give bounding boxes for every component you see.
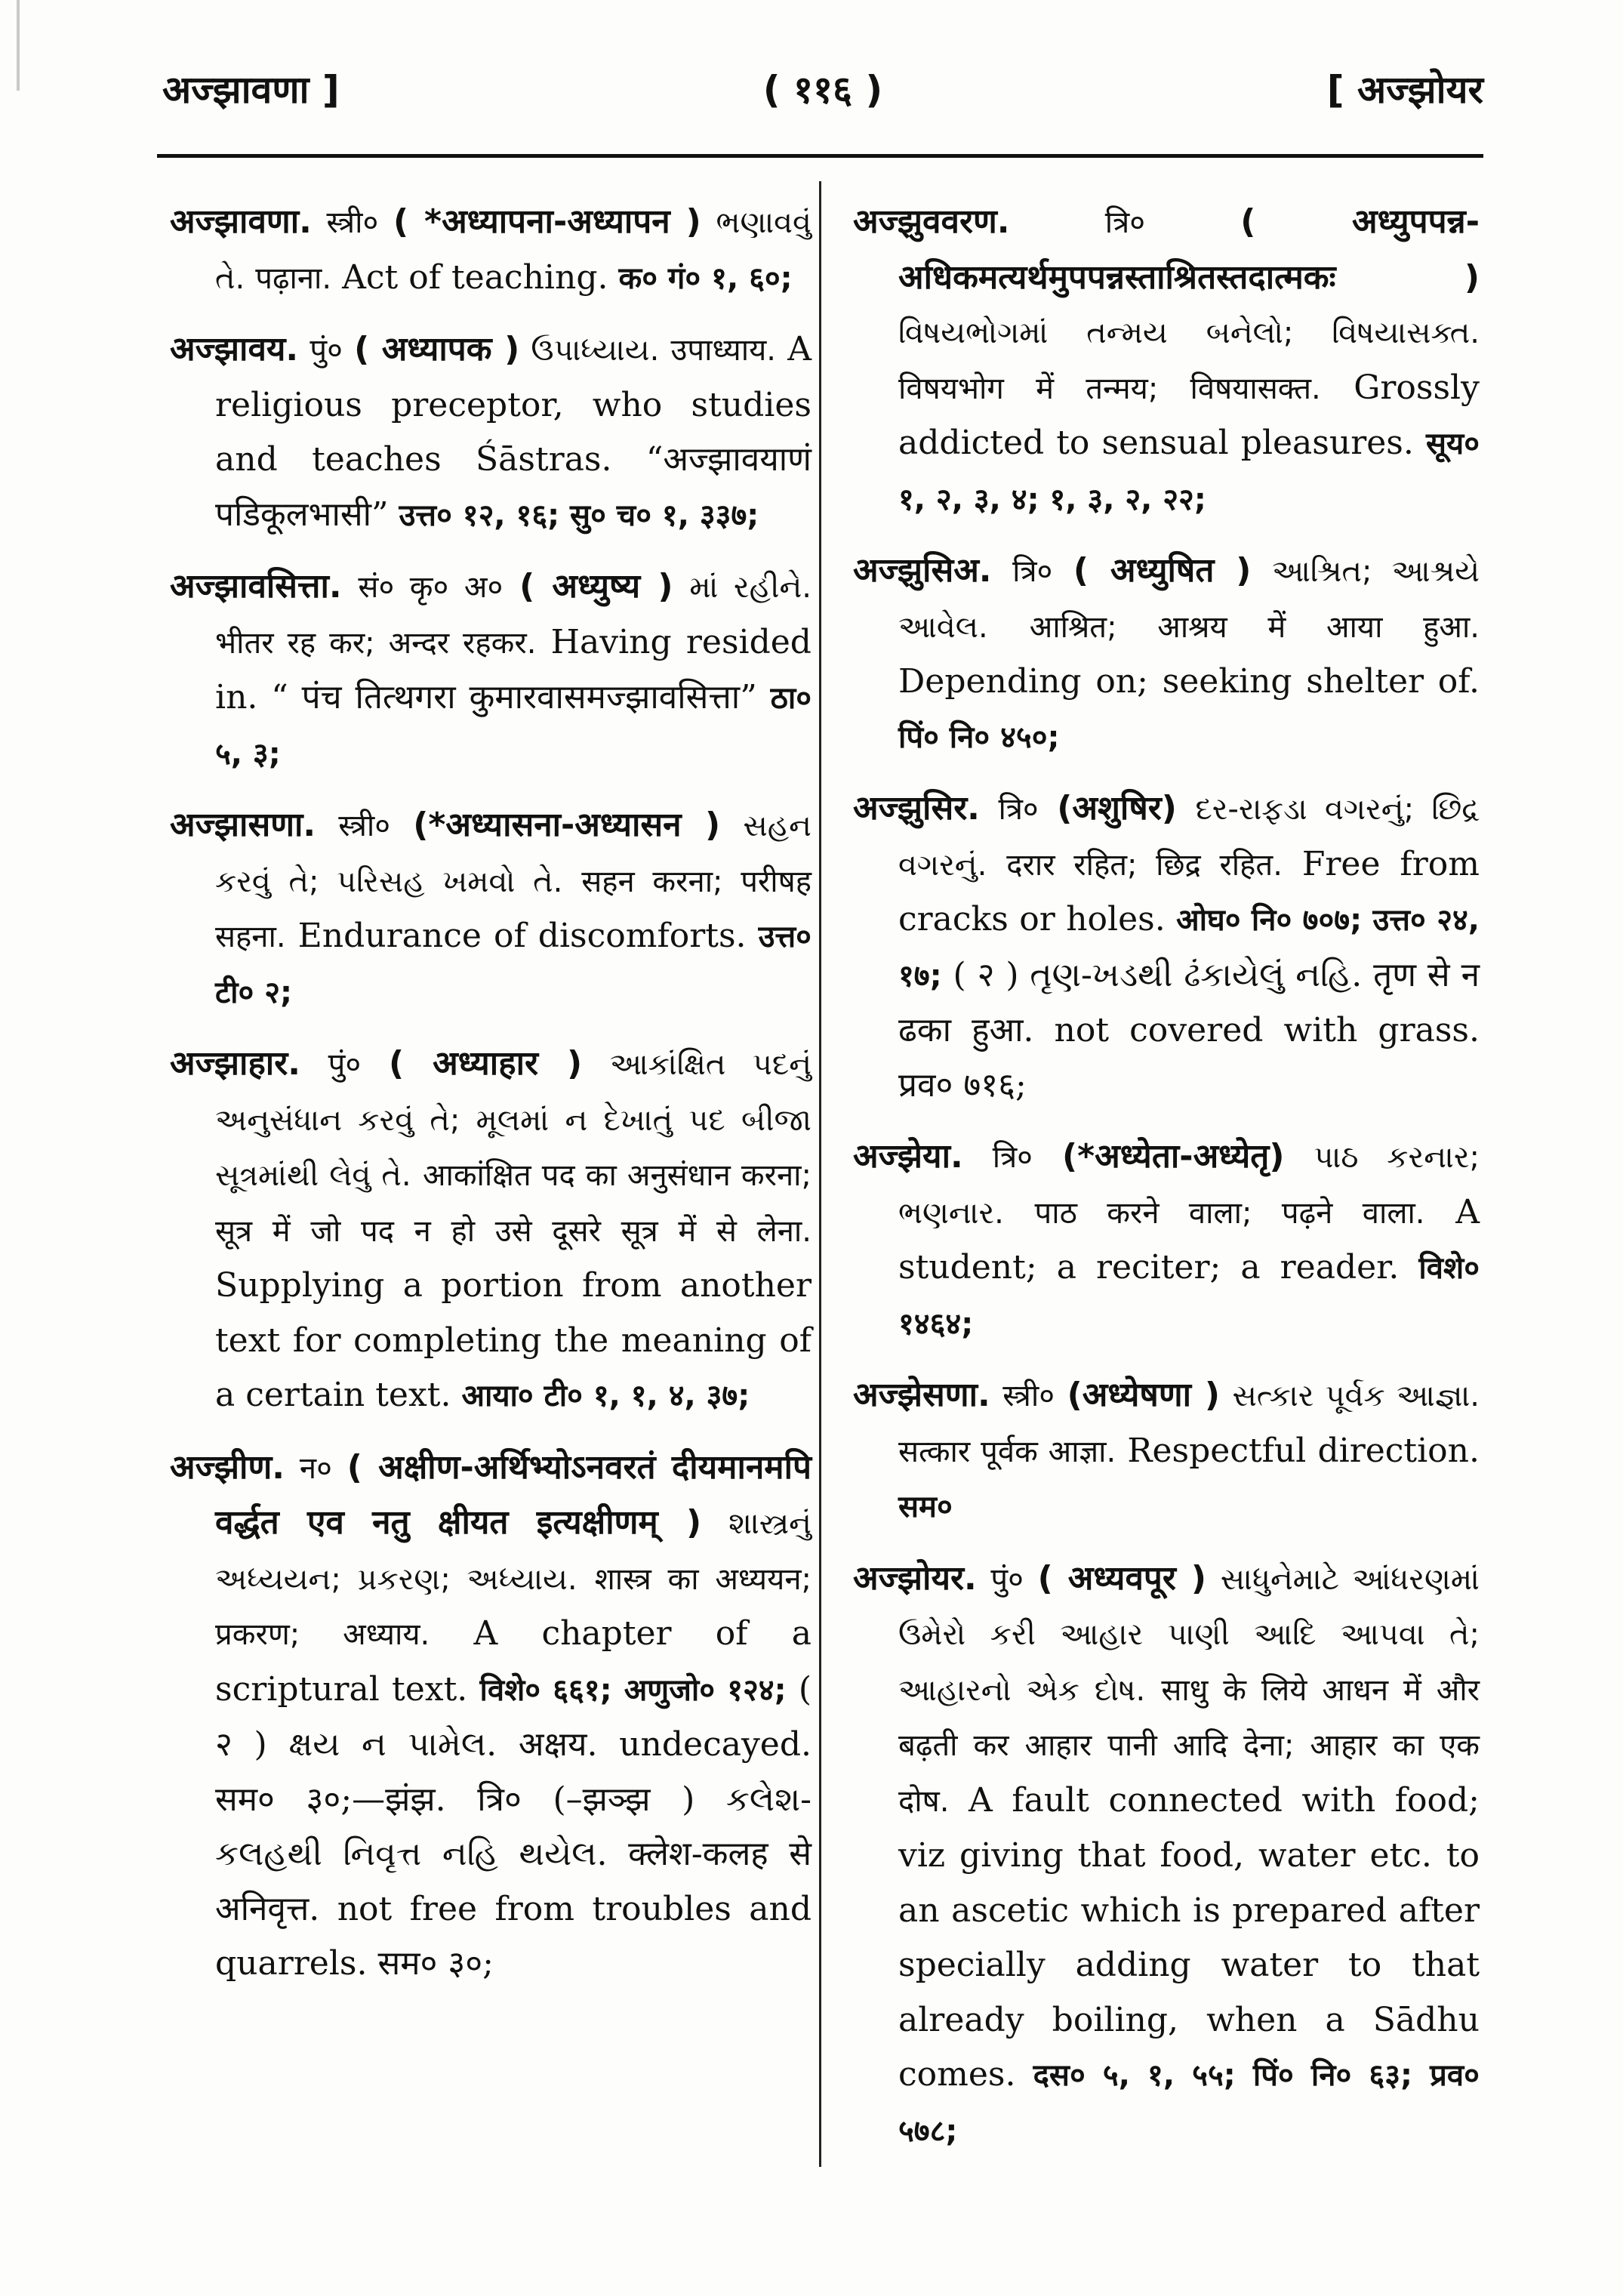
entry-english: Respectful direction. [1127,1431,1480,1470]
entry-hindi: सहन करना; परीषह सहना. [215,864,812,954]
entry-grammar: सं० कृ० अ० [358,570,504,605]
entry-gujarati: માં રહીને. [689,570,812,605]
entry-hindi: उपाध्याय. [670,333,777,368]
entry-refs: सूय० १, २, ३, ४; १, ३, २, २२; [898,427,1480,517]
dictionary-entry [170,195,812,306]
entry-grammar: स्त्री० [1002,1379,1055,1413]
entry-hindi: पढ़ाना. [255,260,332,296]
entry-gujarati: પાઠ કરનાર; ભણનાર. [898,1140,1480,1231]
entry-headword: अज्झासणा. [170,806,316,844]
entry-hindi: शास्त्र का अध्ययन; प्रकरण; अध्याय. [215,1561,812,1652]
entry-gujarati: ઉપાધ્યાય. [531,333,660,368]
entry-sanskrit: ( अध्याहार ) [388,1044,583,1083]
entry-hindi: आश्रित; आश्रय में आया हुआ. [1029,609,1480,645]
entry-gujarati: સત્કાર પૂર્વક આજ્ઞા. [1232,1379,1480,1413]
entry-refs: उत्त० १२, १६; सु० च० १, ३३७; [399,498,759,533]
entry-sanskrit: ( अध्युष्य ) [519,567,673,606]
entry-refs: ठा० ५, ३; [215,681,812,772]
entry-hindi: दरार रहित; छिद्र रहित. [1006,847,1283,883]
entry-refs: आया० टी० १, १, ४, ३७; [461,1379,750,1413]
entry-subsense: ( २ ) ક્ષય ન પામેલ. अक्षय. undecayed. सम० ३०;—झंझ. त्रि० (–झञ्झ ) કલેશ-કલહથી નિવૃત્ત નહિ થયેલ. क्लेश-कलह से अनिवृत्त. not free from troubles and quarrels. सम० ३०; [215,1669,812,1983]
entry-gujarati: ભણાવવું તે. [215,205,812,296]
entry-sanskrit: (अशुषिर) [1057,789,1177,827]
dictionary-entry [170,1037,812,1424]
entry-grammar: स्त्री० [326,205,379,240]
entry-english: A chapter of a scriptural text. [215,1614,812,1709]
entry-gujarati: આશ્રિત; આશ્રયે આવેલ. [898,554,1480,645]
entry-english: A fault connected with food; viz giving that food, water etc. to an ascetic which is prepared after specially adding water to that already boiling, when a Sādhu comes. [898,1780,1480,2094]
page-header [162,57,1483,125]
entry-english: A religious preceptor, who studies and teaches Śāstras. “अज्झावयाणं पडिकूलभासी” [215,330,812,534]
entry-headword: अज्झेया. [853,1137,963,1176]
dictionary-entry [853,1368,1480,1535]
entry-gujarati: શાસ્ત્રનું અધ્યયન; પ્રકરણ; અધ્યાય. [215,1506,812,1597]
entry-headword: अज्झुसिर. [853,789,980,827]
entry-grammar: त्रि० [1104,205,1146,240]
entry-gujarati: દર-રાફડા વગરનું; છિદ્ર વગરનું. [898,792,1480,883]
dictionary-entry [853,781,1480,1113]
entry-subsense: ( २ ) તૃણ-ખડથી ઢંકાયેલું નહિ. तृण से न ढका हुआ. not covered with grass. प्रव० ७१६; [898,955,1480,1105]
entry-grammar: त्रि० [992,1140,1033,1175]
entry-sanskrit: ( अध्युपपन्न-अधिकमत्यर्थमुपपन्नस्ताश्रितस्तदात्मकः ) [898,202,1480,297]
dictionary-entry [170,559,812,781]
entry-sanskrit: ( *अध्यापना-अध्यापन ) [393,202,701,241]
entry-english: Grossly addicted to sensual pleasures. [898,368,1480,462]
entry-refs: पिं० नि० ४५०; [898,720,1060,755]
entry-english: Depending on; seeking shelter of. [898,662,1480,701]
entry-hindi: विषयभोग में तन्मय; विषयासक्त. [898,371,1321,406]
dictionary-entry [853,195,1480,527]
entry-sanskrit: ( अध्युषित ) [1073,551,1252,590]
column-divider [819,181,821,2167]
entry-headword: अज्झावसित्ता. [170,567,342,606]
entry-sanskrit: ( अध्यवपूर ) [1037,1558,1207,1598]
entry-headword: अज्झाहार. [170,1044,300,1083]
entry-headword: अज्झावणा. [170,202,312,241]
entry-english: Act of teaching. [342,257,608,297]
entry-hindi: साधु के लिये आधन में और बढ़ती कर आहार पानी आदि देना; आहार का एक दोष. [898,1672,1480,1819]
right-column [853,195,1480,2175]
entry-headword: अज्झुसिअ. [853,551,992,590]
entry-grammar: पुं० [328,1047,362,1082]
entry-hindi: पाठ करने वाला; पढ़ने वाला. [1034,1195,1425,1231]
entry-sanskrit: (*अध्यासना-अध्यासन ) [413,806,721,844]
scan-edge-mark [17,0,20,91]
entry-gujarati: આકાંક્ષિત પદનું અનુસંધાન કરવું તે; મૂલમાં ન દેખાતું પદ બીજા સૂત્રમાંથી લેવું તે. [215,1047,812,1193]
dictionary-entry [853,544,1480,765]
entry-english: Endurance of discomforts. [297,917,747,955]
header-last-word: [ अज्झोयर [1326,68,1483,112]
entry-english: A student; a reciter; a reader. [898,1192,1480,1287]
entry-english: Having resided in. “ पंच तित्थगरा कुमारवासमज्झावसित्ता” [215,622,812,717]
header-rule [157,154,1483,158]
dictionary-entry [170,1441,812,1992]
entry-headword: अज्झेसणा. [853,1376,990,1414]
dictionary-entry [170,798,812,1020]
entry-headword: अज्झावय. [170,330,299,368]
entry-grammar: स्त्री० [338,809,391,843]
entry-grammar: त्रि० [1012,554,1053,589]
entry-gujarati: સહન કરવું તે; પરિસહ ખમવો તે. [215,809,812,899]
entry-gujarati: વિષયભોગમાં તન્મય બનેલો; વિષયાસક્ત. [898,316,1480,350]
entry-gujarati: સાધુનેમાટે આંધરણમાં ઉમેરો કરી આહાર પાણી આદિ આપવા તે; આહારનો એક દોષ. [898,1561,1480,1708]
page-number: ( ११६ ) [762,68,883,112]
dictionary-entry [853,1130,1480,1351]
entry-headword: अज्झुववरण. [853,202,1010,241]
entry-hindi: सत्कार पूर्वक आज्ञा. [898,1434,1116,1469]
entry-refs: ओघ० नि० ७०७; उत्त० २४, १७; [898,903,1480,994]
entry-refs: विशे० ६६१; अणुजो० १२४; [479,1672,787,1708]
left-column [170,195,812,2008]
entry-grammar: त्रि० [998,792,1039,827]
entry-refs: दस० ५, १, ५५; पिं० नि० ६३; प्रव० ५७८; [898,2058,1480,2149]
entry-headword: अज्झोयर. [853,1558,977,1598]
entry-grammar: पुं० [990,1561,1024,1597]
entry-refs: उत्त० टी० २; [215,920,812,1010]
dictionary-entry [853,1552,1480,2159]
entry-hindi: भीतर रह कर; अन्दर रहकर. [215,625,537,661]
entry-refs: विशे० १४६४; [898,1251,1480,1342]
entry-sanskrit: (अध्येषणा ) [1067,1376,1220,1414]
entry-sanskrit: (*अध्येता-अध्येतृ) [1062,1137,1285,1176]
entry-headword: अज्झीण. [170,1447,285,1487]
header-first-word: अज्झावणा ] [162,68,340,112]
entry-sanskrit: ( अध्यापक ) [354,330,520,368]
entry-hindi: आकांक्षित पद का अनुसंधान करना; सूत्र में जो पद न हो उसे दूसरे सूत्र में से लेना. [215,1158,812,1249]
entry-english: Supplying a portion from another text for completing the meaning of a certain text. [215,1266,812,1414]
entry-english: Free from cracks or holes. [898,844,1480,938]
entry-grammar: पुं० [310,333,343,368]
entry-grammar: न० [299,1450,332,1486]
dictionary-entry [170,322,812,543]
entry-refs: क० गं० १, ६०; [618,260,793,296]
entry-sanskrit: ( अक्षीण-अर्थिभ्योऽनवरतं दीयमानमपि वर्द्धत एव नतु क्षीयत इत्यक्षीणम् ) [215,1447,812,1542]
entry-refs: सम० [898,1490,953,1524]
